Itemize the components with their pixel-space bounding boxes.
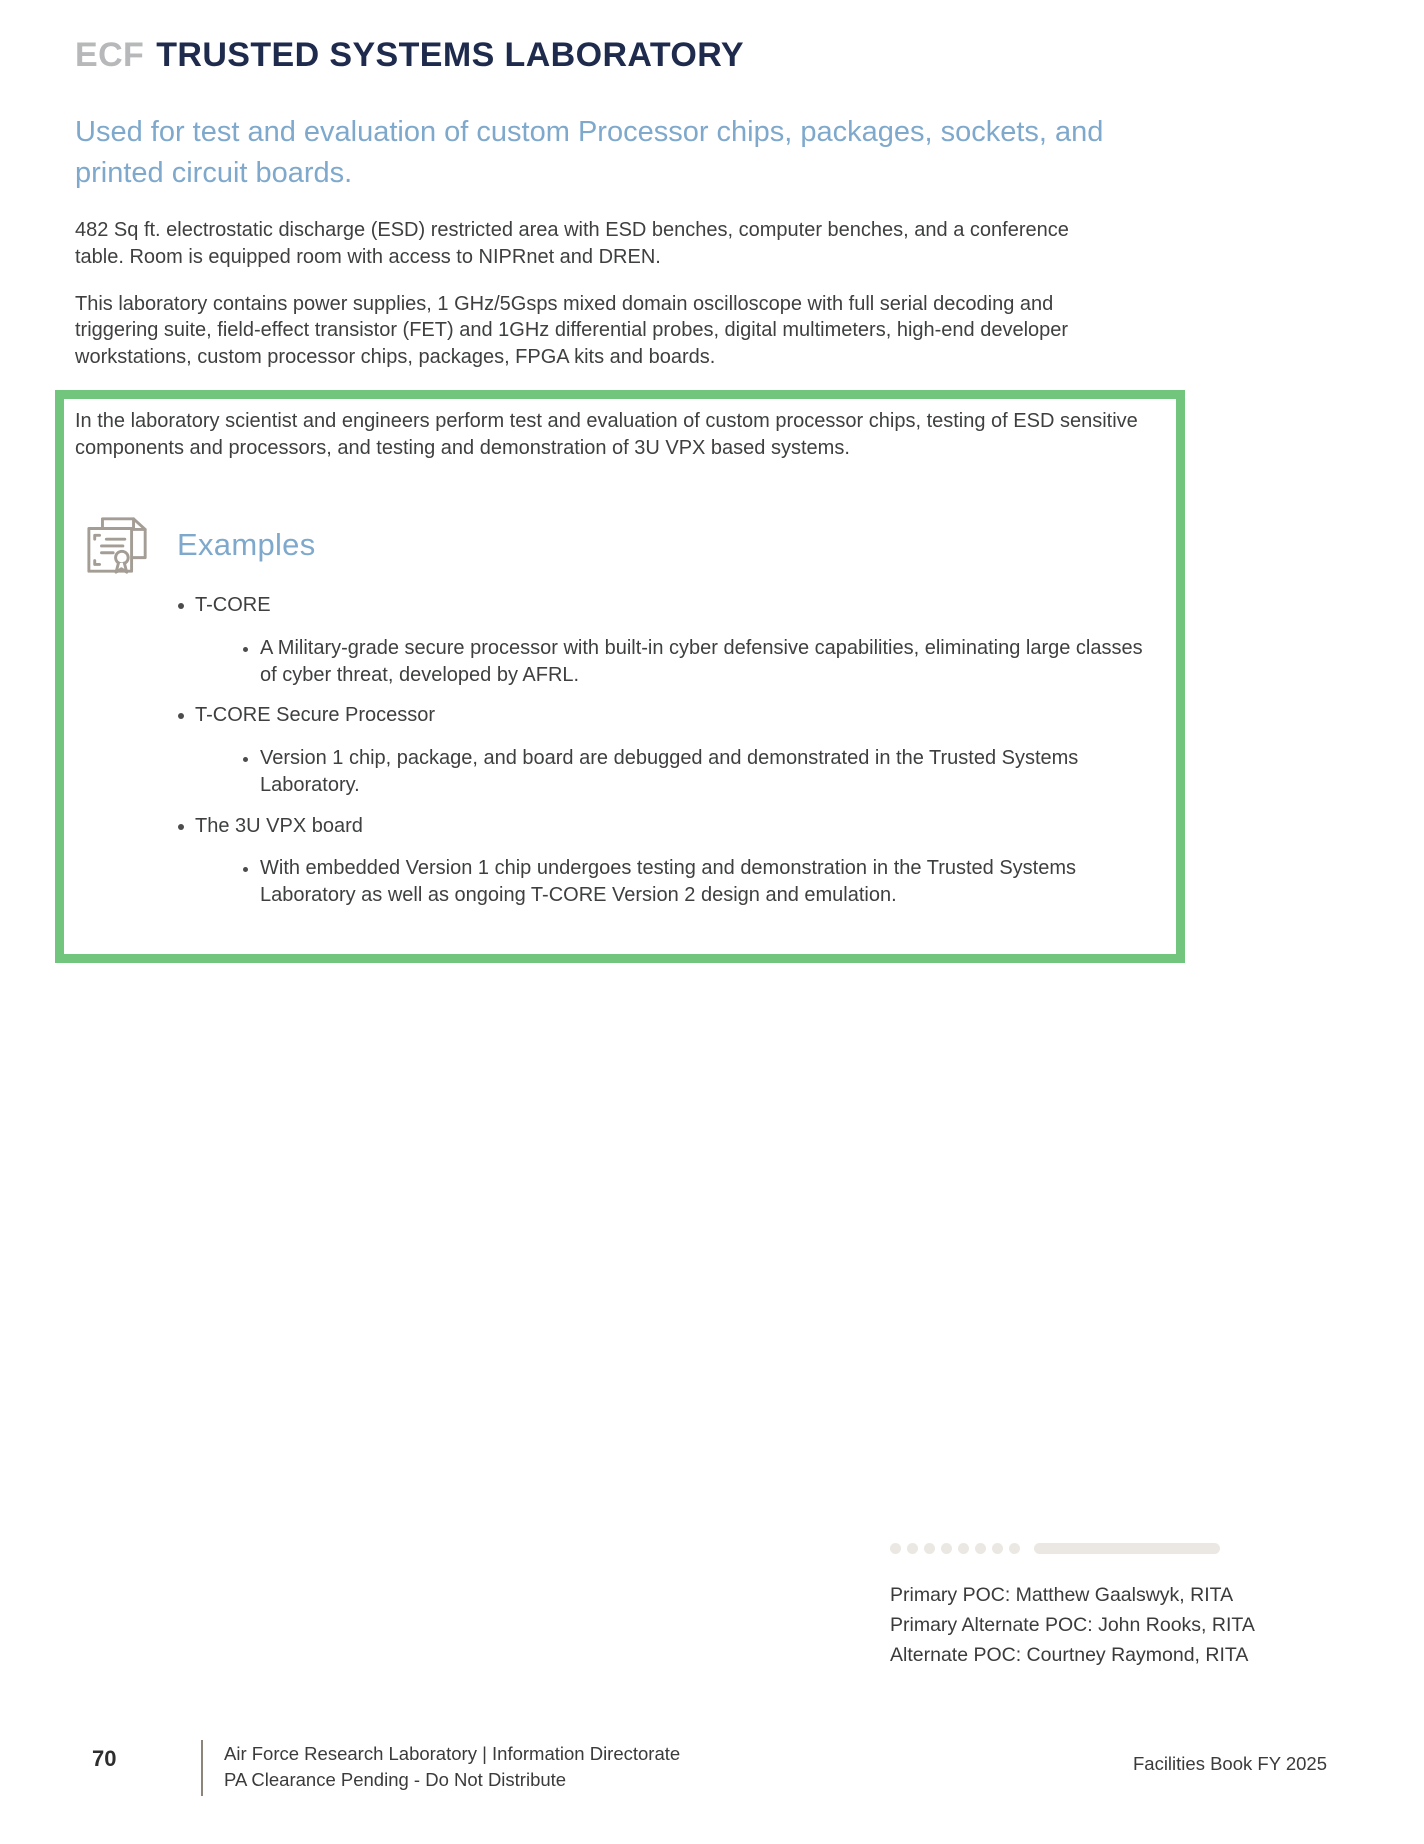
footer-org-block (224, 1741, 680, 1793)
footer-org-line: Air Force Research Laboratory | Information Directorate (224, 1743, 681, 1764)
example-subitem-text: Version 1 chip, package, and board are debugged and demonstrated in the Trusted Systems Laboratory. (260, 746, 1079, 797)
example-item: The 3U VPX board (75, 813, 1156, 840)
examples-list (75, 592, 1156, 910)
decoration-dot (907, 1543, 918, 1554)
example-subitem (75, 635, 1156, 690)
certificate-icon (85, 514, 151, 576)
example-item: T-CORE (75, 592, 1156, 619)
highlight-box (55, 390, 1185, 963)
decoration-bar (1034, 1543, 1220, 1554)
example-item: T-CORE Secure Processor (75, 702, 1156, 729)
footer-clearance-line: PA Clearance Pending - Do Not Distribute (224, 1769, 567, 1790)
decoration-dot (992, 1543, 1003, 1554)
dots-decoration (890, 1543, 1220, 1554)
poc-primary-alternate: Primary Alternate POC: John Rooks, RITA (890, 1614, 1255, 1636)
decoration-dot (975, 1543, 986, 1554)
example-subitem (75, 745, 1156, 800)
example-subitem (75, 855, 1156, 910)
poc-block (890, 1580, 1255, 1670)
example-subitem-text: A Military-grade secure processor with built-in cyber defensive capabilities, eliminating large classes of cyber threat, developed by AFRL. (260, 636, 1143, 687)
body-paragraph: 482 Sq ft. electrostatic discharge (ESD) restricted area with ESD benches, computer benches, and a conference table. Room is equipped room with access to NIPRnet and DREN. (75, 219, 1069, 268)
example-subitem-text: With embedded Version 1 chip undergoes testing and demonstration in the Trusted Systems Laboratory as well as ongoing T-CORE Version 2 design and emulation. (260, 857, 1077, 907)
decoration-dot (1009, 1543, 1020, 1554)
footer-divider (201, 1740, 203, 1796)
page-title (75, 36, 1328, 75)
highlight-box-intro: In the laboratory scientist and engineers perform test and evaluation of custom processor chips, testing of ESD sensitive components and processors, and testing and demonstration of 3U VPX based systems. (75, 410, 1138, 460)
decoration-dot (958, 1543, 969, 1554)
body-paragraph: This laboratory contains power supplies, 1 GHz/5Gsps mixed domain oscilloscope with full serial decoding and triggering suite, field-effect transistor (FET) and 1GHz differential probes, digital multimeters, high-end developer workstations, custom processor chips, packages, FPGA kits and boards. (75, 292, 1069, 368)
examples-heading: Examples (177, 527, 316, 563)
page-subtitle: Used for test and evaluation of custom Processor chips, packages, sockets, and printed circuit boards. (75, 116, 1104, 190)
poc-primary: Primary POC: Matthew Gaalswyk, RITA (890, 1584, 1234, 1606)
decoration-dot (890, 1543, 901, 1554)
page-title-prefix: ECF (75, 36, 145, 74)
page-title-text: TRUSTED SYSTEMS LABORATORY (156, 36, 745, 74)
footer-right-text: Facilities Book FY 2025 (1132, 1753, 1327, 1774)
poc-alternate: Alternate POC: Courtney Raymond, RITA (890, 1644, 1249, 1666)
page-number: 70 (92, 1746, 117, 1771)
decoration-dot (941, 1543, 952, 1554)
examples-header (85, 514, 1156, 576)
decoration-dot (924, 1543, 935, 1554)
